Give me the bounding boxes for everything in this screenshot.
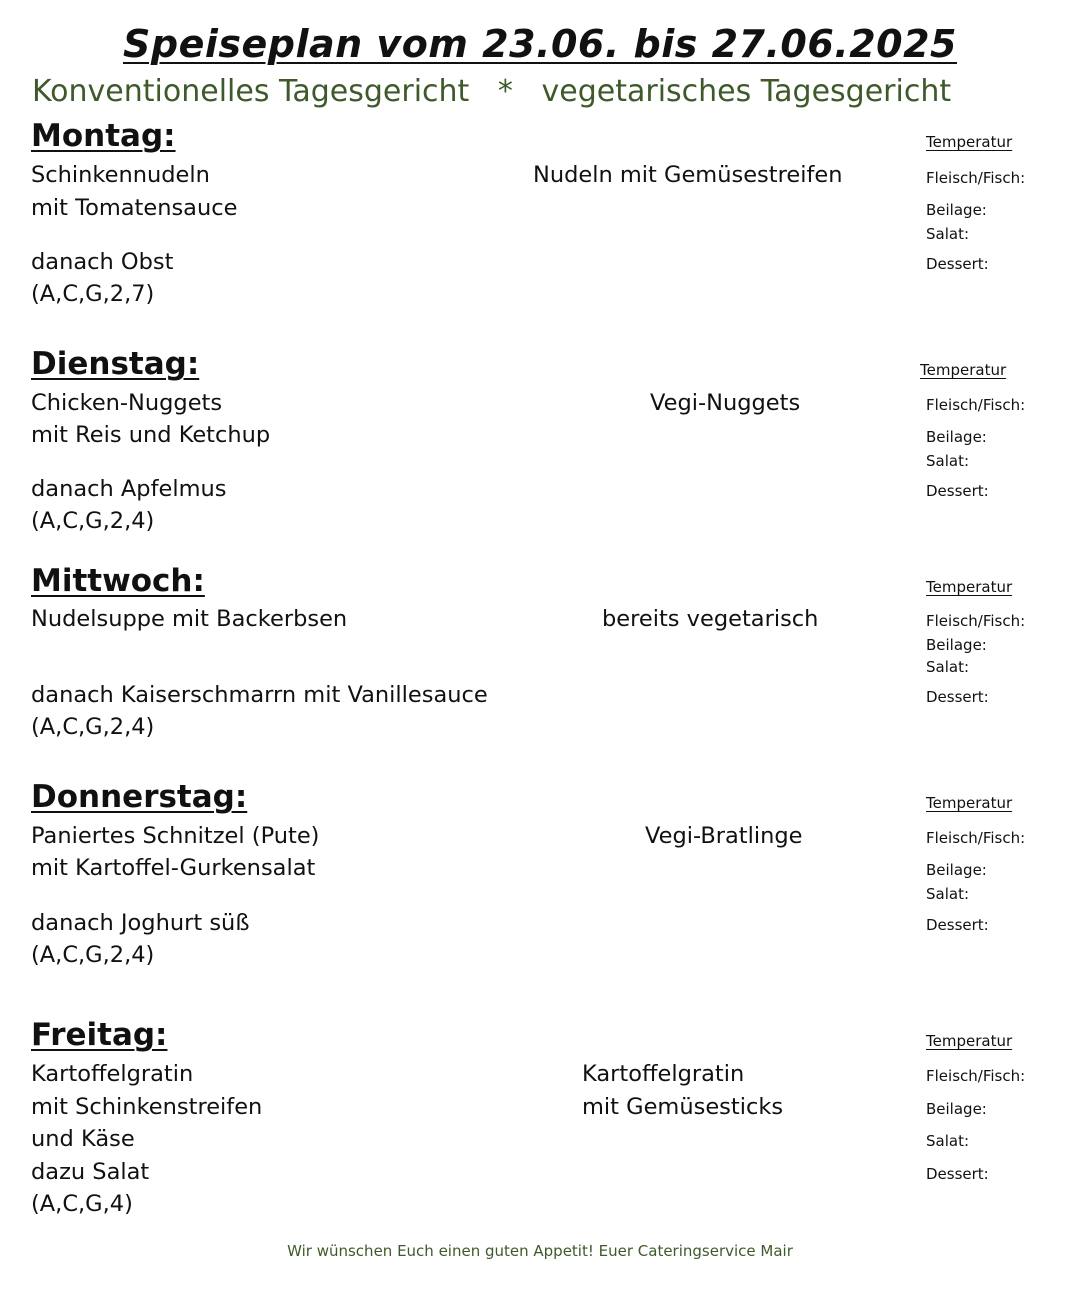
conventional-dish-line: Nudelsuppe mit Backerbsen	[31, 606, 348, 632]
meat-fish-label: Fleisch/Fisch:	[926, 396, 1026, 414]
day-heading: Freitag:	[31, 1017, 168, 1053]
day-heading: Montag:	[31, 118, 176, 154]
meat-fish-label: Fleisch/Fisch:	[926, 829, 1026, 847]
side-dish-label: Beilage:	[926, 861, 987, 879]
allergens-line: (A,C,G,2,4)	[31, 714, 155, 740]
dessert-label: Dessert:	[926, 916, 989, 934]
day-heading: Mittwoch:	[31, 563, 205, 599]
meat-fish-label: Fleisch/Fisch:	[926, 169, 1026, 187]
temperature-label: Temperatur	[920, 361, 1007, 379]
temperature-label: Temperatur	[926, 578, 1013, 596]
salad-label: Salat:	[926, 885, 970, 903]
temperature-label: Temperatur	[926, 1032, 1013, 1050]
meat-fish-label: Fleisch/Fisch:	[926, 1067, 1026, 1085]
meat-fish-label: Fleisch/Fisch:	[926, 612, 1026, 630]
footer-greeting: Wir wünschen Euch einen guten Appetit! Euer Cateringservice Mair	[287, 1242, 793, 1260]
menu-categories-subtitle: Konventionelles Tagesgericht * vegetarisches Tagesgericht	[32, 74, 952, 109]
dessert-label: Dessert:	[926, 482, 989, 500]
vegetarian-dish-line: bereits vegetarisch	[602, 606, 819, 632]
vegetarian-dish-line: Vegi-Nuggets	[650, 390, 801, 416]
dessert-label: Dessert:	[926, 688, 989, 706]
conventional-dish-line: mit Kartoffel-Gurkensalat	[31, 855, 316, 881]
conventional-dish-line: Schinkennudeln	[31, 162, 210, 188]
conventional-dish-line: mit Reis und Ketchup	[31, 422, 271, 448]
conventional-dish-line: und Käse	[31, 1126, 135, 1152]
vegetarian-dish-line: Kartoffelgratin	[582, 1061, 745, 1087]
dessert-line: danach Apfelmus	[31, 476, 227, 502]
allergens-line: (A,C,G,2,7)	[31, 281, 155, 307]
page-title: Speiseplan vom 23.06. bis 27.06.2025	[123, 22, 957, 66]
vegetarian-dish-line: Vegi-Bratlinge	[645, 823, 803, 849]
salad-label: Salat:	[926, 1132, 970, 1150]
allergens-line: (A,C,G,4)	[31, 1191, 133, 1217]
dessert-line: danach Kaiserschmarrn mit Vanillesauce	[31, 682, 488, 708]
dessert-line: danach Joghurt süß	[31, 910, 250, 936]
allergens-line: (A,C,G,2,4)	[31, 508, 155, 534]
temperature-label: Temperatur	[926, 794, 1013, 812]
conventional-dish-line: mit Schinkenstreifen	[31, 1094, 263, 1120]
conventional-dish-line: dazu Salat	[31, 1159, 150, 1185]
side-dish-label: Beilage:	[926, 1100, 987, 1118]
vegetarian-dish-line: Nudeln mit Gemüsestreifen	[533, 162, 843, 188]
side-dish-label: Beilage:	[926, 428, 987, 446]
salad-label: Salat:	[926, 225, 970, 243]
day-heading: Donnerstag:	[31, 779, 248, 815]
side-dish-label: Beilage:	[926, 636, 987, 654]
vegetarian-dish-line: mit Gemüsesticks	[582, 1094, 784, 1120]
dessert-line: danach Obst	[31, 249, 174, 275]
conventional-dish-line: Paniertes Schnitzel (Pute)	[31, 823, 320, 849]
conventional-dish-line: Kartoffelgratin	[31, 1061, 194, 1087]
dessert-label: Dessert:	[926, 1165, 989, 1183]
day-heading: Dienstag:	[31, 346, 200, 382]
salad-label: Salat:	[926, 452, 970, 470]
dessert-label: Dessert:	[926, 255, 989, 273]
allergens-line: (A,C,G,2,4)	[31, 942, 155, 968]
salad-label: Salat:	[926, 658, 970, 676]
temperature-label: Temperatur	[926, 133, 1013, 151]
conventional-dish-line: Chicken-Nuggets	[31, 390, 223, 416]
side-dish-label: Beilage:	[926, 201, 987, 219]
conventional-dish-line: mit Tomatensauce	[31, 195, 238, 221]
